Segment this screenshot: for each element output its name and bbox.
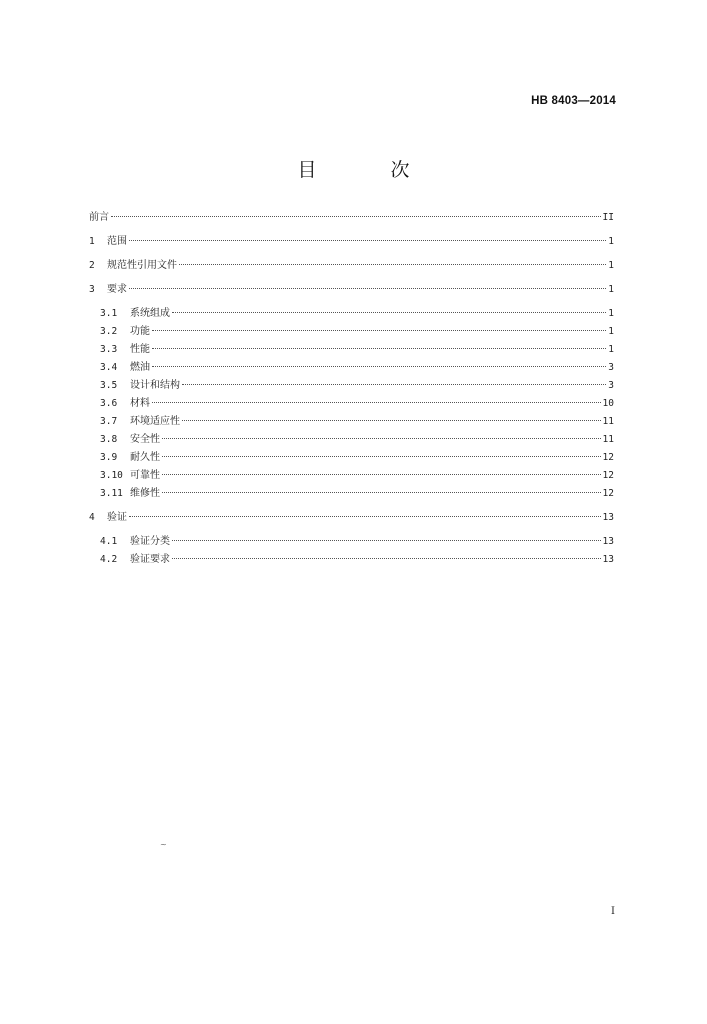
toc-entry-title: 要求: [107, 284, 127, 295]
dot-leader: [182, 420, 601, 421]
toc-entry-title: 前言: [89, 212, 109, 223]
toc-entry[interactable]: [89, 257, 614, 275]
toc-entry[interactable]: [89, 377, 614, 395]
toc-entry-number: 3.2: [100, 326, 118, 337]
toc-entry-page: 11: [602, 434, 614, 445]
toc-entry[interactable]: [89, 485, 614, 503]
toc-entry-title: 范围: [107, 236, 127, 247]
toc-entry-title: 性能: [130, 344, 150, 355]
dot-leader: [152, 402, 601, 403]
dot-leader: [152, 366, 606, 367]
toc-entry-page: 12: [602, 488, 614, 499]
toc-entry[interactable]: [89, 359, 614, 377]
toc-entry-title: 环境适应性: [130, 416, 180, 427]
toc-entry-number: 2: [89, 260, 95, 271]
toc-entry[interactable]: [89, 323, 614, 341]
toc-entry-title: 安全性: [130, 434, 160, 445]
toc-entry-title: 材料: [130, 398, 150, 409]
toc-entry[interactable]: [89, 395, 614, 413]
dot-leader: [182, 384, 606, 385]
toc-entry-number: 4.2: [100, 554, 118, 565]
toc-entry[interactable]: [89, 467, 614, 485]
toc-entry-number: 3.11: [100, 488, 123, 499]
toc-entry-page: 1: [608, 236, 614, 247]
toc-entry-title: 验证要求: [130, 554, 170, 565]
toc-entry-page: 1: [608, 308, 614, 319]
dot-leader: [162, 492, 601, 493]
toc-entry-page: 13: [602, 536, 614, 547]
toc-entry-title: 功能: [130, 326, 150, 337]
toc-entry-number: 3.1: [100, 308, 118, 319]
toc-entry-page: 1: [608, 260, 614, 271]
toc-entry[interactable]: [89, 281, 614, 299]
dot-leader: [129, 288, 606, 289]
toc-entry-number: 3: [89, 284, 95, 295]
toc-entry[interactable]: [89, 449, 614, 467]
toc-entry[interactable]: [89, 305, 614, 323]
stray-mark: ~: [160, 840, 167, 849]
dot-leader: [152, 330, 606, 331]
toc-entry-title: 维修性: [130, 488, 160, 499]
toc-entry[interactable]: [89, 341, 614, 359]
toc-entry[interactable]: [89, 233, 614, 251]
toc-entry-number: 3.6: [100, 398, 118, 409]
toc-entry-page: 13: [602, 554, 614, 565]
page-number: I: [611, 906, 615, 917]
dot-leader: [129, 240, 606, 241]
toc-entry-number: 3.10: [100, 470, 123, 481]
toc-entry-title: 燃油: [130, 362, 150, 373]
dot-leader: [152, 348, 606, 349]
toc-entry-title: 验证: [107, 512, 127, 523]
dot-leader: [172, 312, 606, 313]
toc-entry[interactable]: [89, 209, 614, 227]
dot-leader: [172, 540, 601, 541]
toc-entry[interactable]: [89, 413, 614, 431]
toc-entry-number: 4: [89, 512, 95, 523]
toc-entry-title: 规范性引用文件: [107, 260, 177, 271]
toc-entry-number: 3.9: [100, 452, 118, 463]
toc-entry[interactable]: [89, 551, 614, 569]
toc-entry-number: 1: [89, 236, 95, 247]
toc-entry-page: 12: [602, 470, 614, 481]
document-code: HB 8403—2014: [531, 95, 616, 107]
toc-entry-page: 1: [608, 344, 614, 355]
dot-leader: [111, 216, 601, 217]
toc-entry-page: II: [602, 212, 614, 223]
toc-entry[interactable]: [89, 533, 614, 551]
dot-leader: [129, 516, 601, 517]
toc-entry-page: 12: [602, 452, 614, 463]
toc-entry-number: 3.3: [100, 344, 118, 355]
toc-entry-page: 3: [608, 380, 614, 391]
toc-heading: 目 次: [297, 159, 444, 181]
toc-entry-number: 3.7: [100, 416, 118, 427]
toc-entry-page: 13: [602, 512, 614, 523]
toc-entry-title: 验证分类: [130, 536, 170, 547]
toc-entry-page: 1: [608, 284, 614, 295]
toc-entry-title: 系统组成: [130, 308, 170, 319]
dot-leader: [162, 438, 601, 439]
toc-entry[interactable]: [89, 431, 614, 449]
toc-entry-page: 11: [602, 416, 614, 427]
toc-entry-number: 3.8: [100, 434, 118, 445]
toc-entry-page: 3: [608, 362, 614, 373]
toc-entry-page: 10: [602, 398, 614, 409]
dot-leader: [162, 474, 601, 475]
dot-leader: [172, 558, 601, 559]
toc-entry[interactable]: [89, 509, 614, 527]
toc-entry-page: 1: [608, 326, 614, 337]
toc-entry-title: 设计和结构: [130, 380, 180, 391]
dot-leader: [162, 456, 601, 457]
toc-entry-title: 耐久性: [130, 452, 160, 463]
toc-entry-title: 可靠性: [130, 470, 160, 481]
table-of-contents: [89, 209, 614, 569]
toc-entry-number: 4.1: [100, 536, 118, 547]
dot-leader: [179, 264, 606, 265]
toc-entry-number: 3.4: [100, 362, 118, 373]
toc-entry-number: 3.5: [100, 380, 118, 391]
